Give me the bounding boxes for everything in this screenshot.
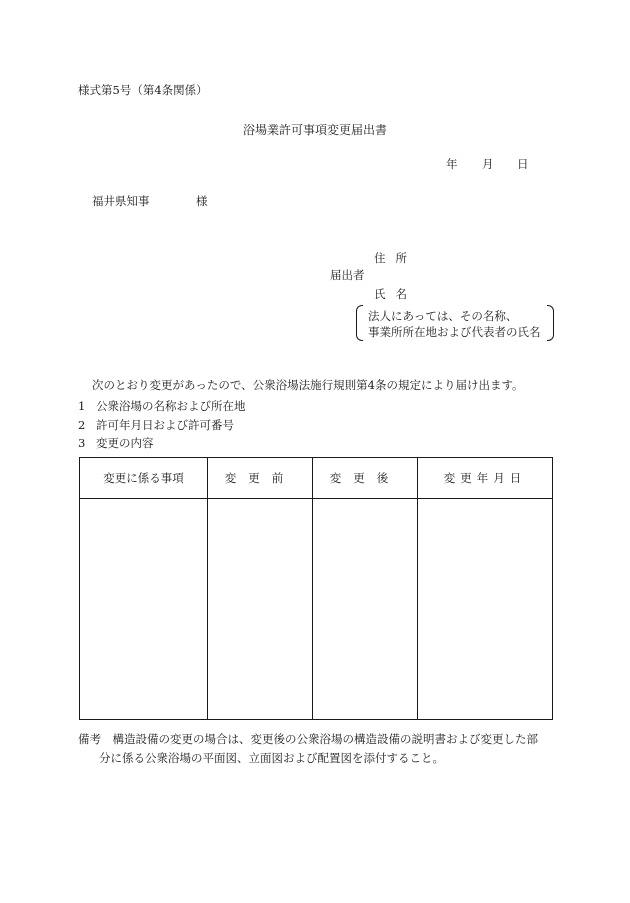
notifier-label: 届出者	[330, 268, 365, 282]
list-item-text: 公衆浴場の名称および所在地	[96, 399, 246, 413]
intro-statement: 次のとおり変更があったので、公衆浴場法施行規則第4条の規定により届け出ます。	[92, 378, 524, 392]
cell-before[interactable]	[208, 499, 313, 720]
date-year-label: 年	[446, 157, 458, 171]
document-title: 浴場業許可事項変更届出書	[242, 123, 387, 137]
corporate-note-line-1: 法人にあっては、その名称、	[368, 309, 518, 323]
list-item-number: 3	[78, 436, 86, 450]
list-item	[78, 435, 154, 451]
form-number: 様式第5号（第4条関係）	[78, 83, 208, 97]
list-item	[78, 417, 234, 433]
remarks-line-1: 備考 構造設備の変更の場合は、変更後の公衆浴場の構造設備の説明書および変更した部	[78, 732, 538, 746]
corporate-note-line-2: 事業所所在地および代表者の氏名	[368, 325, 541, 339]
change-table	[79, 457, 553, 720]
date-month-label: 月	[482, 157, 494, 171]
list-item	[78, 398, 246, 414]
cell-after[interactable]	[313, 499, 418, 720]
cell-change-date[interactable]	[418, 499, 553, 720]
cell-change-item[interactable]	[80, 499, 208, 720]
list-item-text: 許可年月日および許可番号	[96, 418, 234, 432]
addressee: 福井県知事	[92, 194, 150, 208]
header-after: 変更後	[313, 458, 418, 499]
remarks-line-2: 分に係る公衆浴場の平面図、立面図および配置図を添付すること。	[99, 751, 444, 765]
list-item-number: 1	[78, 399, 86, 413]
address-label: 住所	[374, 251, 417, 265]
header-change-date: 変更年月日	[418, 458, 553, 499]
honorific: 様	[196, 194, 208, 208]
name-label: 氏名	[374, 287, 417, 301]
bracket-right	[547, 305, 554, 341]
corporate-note	[356, 305, 554, 341]
bracket-left	[356, 305, 363, 341]
list-item-number: 2	[78, 418, 86, 432]
date-day-label: 日	[517, 157, 529, 171]
header-change-item: 変更に係る事項	[80, 458, 208, 499]
table-row	[80, 499, 553, 720]
table-header-row	[80, 458, 553, 499]
list-item-text: 変更の内容	[96, 436, 154, 450]
header-before: 変更前	[208, 458, 313, 499]
